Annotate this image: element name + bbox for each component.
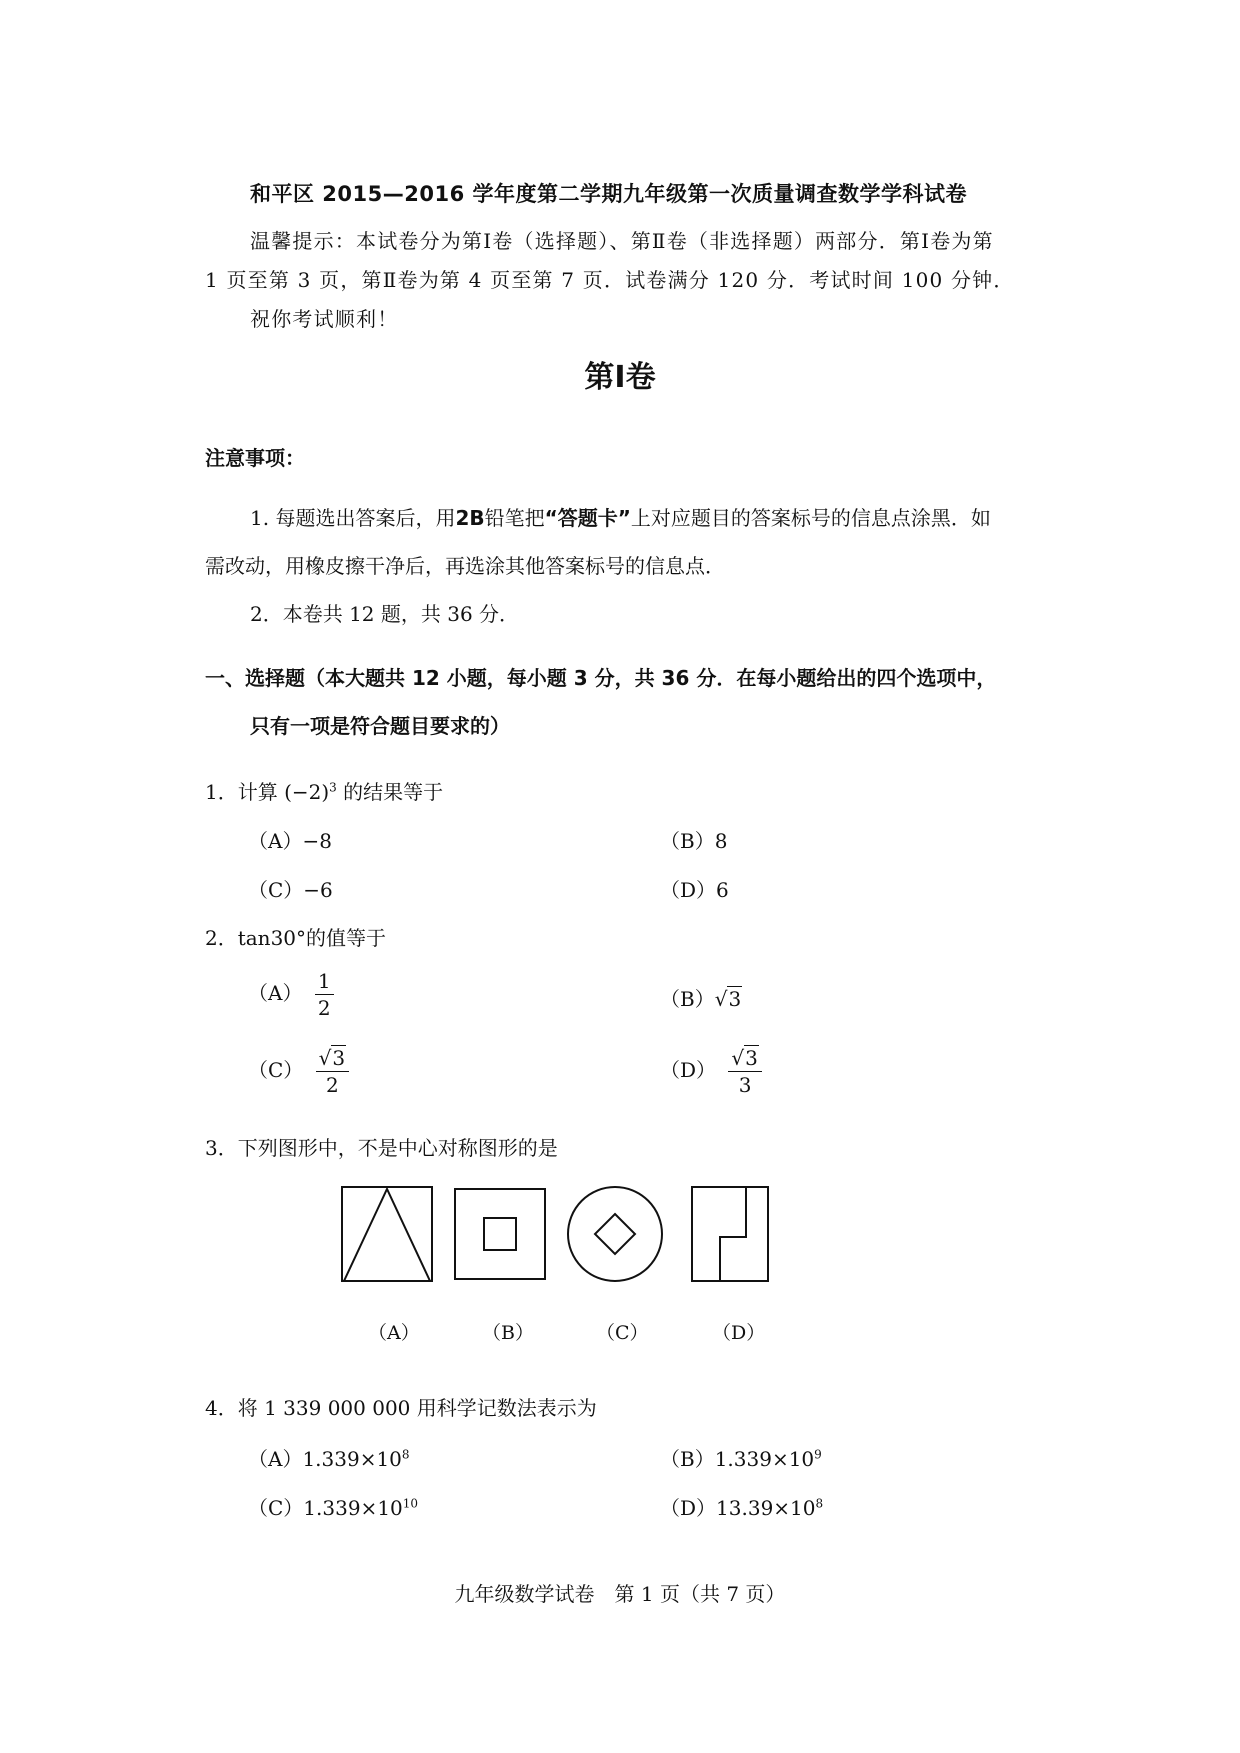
question-2-option-d-label: （D） (660, 1058, 717, 1082)
notice-item-1 (250, 502, 991, 531)
fraction (315, 968, 334, 1021)
question-2-option-b (660, 983, 742, 1012)
notice-item-1-b: 2B (455, 506, 485, 530)
question-4-option-d (660, 1492, 823, 1521)
question-1-option-c: （C）−6 (248, 878, 333, 902)
notice-item-1-e: 上对应题目的答案标号的信息点涂黑．如 (630, 506, 991, 530)
question-1-stem-a: 1．计算 (−2) (205, 780, 330, 804)
exponent: 10 (402, 1496, 419, 1511)
figure-b-nested-squares (455, 1189, 545, 1279)
question-2-option-b-label: （B） (660, 987, 715, 1011)
notice-item-1-c: 铅笔把 (484, 506, 545, 530)
part-heading-line-2: 只有一项是符合题目要求的） (250, 714, 510, 738)
fraction-numerator: 1 (315, 968, 334, 995)
fraction-denominator: 3 (738, 1073, 752, 1097)
fraction-denominator: 2 (326, 1073, 339, 1097)
question-3-stem: 3．下列图形中，不是中心对称图形的是 (205, 1136, 558, 1160)
figure-label-c: （C） (596, 1322, 649, 1344)
question-4-option-b-text: （B）1.339×10 (660, 1447, 815, 1471)
exam-title: 和平区 2015—2016 学年度第二学期九年级第一次质量调查数学学科试卷 (250, 182, 968, 206)
notice-item-1-line-2: 需改动，用橡皮擦干净后，再选涂其他答案标号的信息点． (205, 554, 725, 578)
question-4-option-a-text: （A）1.339×10 (248, 1447, 402, 1471)
question-1-option-d: （D）6 (660, 878, 729, 902)
radicand: 3 (745, 1046, 758, 1070)
fraction (728, 1045, 761, 1098)
figure-label-b: （B） (482, 1322, 534, 1344)
question-2-option-a (248, 968, 334, 1021)
fraction-denominator: 2 (317, 996, 331, 1020)
question-1-option-b: （B）8 (660, 829, 728, 853)
question-1-stem-b: 的结果等于 (336, 780, 444, 804)
page-footer: 九年级数学试卷 第 1 页（共 7 页） (454, 1582, 786, 1606)
question-4-option-a (248, 1443, 410, 1472)
radicand: 3 (728, 987, 742, 1011)
question-4-option-b (660, 1443, 822, 1472)
figure-a-square-with-triangle (342, 1187, 432, 1281)
question-2-option-a-label: （A） (248, 981, 303, 1005)
exponent: 9 (814, 1447, 822, 1462)
tip-line-2: 1 页至第 3 页，第Ⅱ卷为第 4 页至第 7 页．试卷满分 120 分．考试时间 100 分钟． (205, 268, 1015, 292)
radicand: 3 (332, 1046, 346, 1070)
notice-title: 注意事项： (205, 446, 305, 470)
fraction-numerator (728, 1045, 761, 1072)
fraction-numerator (316, 1045, 349, 1072)
question-4-option-d-text: （D）13.39×10 (660, 1496, 816, 1520)
question-1-exponent: 3 (329, 780, 337, 795)
question-2-option-d (660, 1045, 762, 1098)
question-2-stem: 2．tan30°的值等于 (205, 926, 387, 950)
figure-label-a: （A） (368, 1322, 420, 1344)
square-root: √3 (714, 987, 742, 1011)
figure-label-d: （D） (712, 1322, 766, 1344)
square-root: √3 (731, 1046, 758, 1070)
question-4-stem: 4．将 1 339 000 000 用科学记数法表示为 (205, 1396, 597, 1420)
tip-line-1: 温馨提示：本试卷分为第Ⅰ卷（选择题）、第Ⅱ卷（非选择题）两部分．第Ⅰ卷为第 (250, 229, 994, 253)
notice-item-2: 2．本卷共 12 题，共 36 分． (250, 602, 520, 626)
exponent: 8 (401, 1447, 410, 1462)
section-title: 第Ⅰ卷 (584, 360, 656, 395)
question-4-option-c (248, 1492, 418, 1521)
notice-item-1-d: “答题卡” (544, 506, 631, 530)
question-4-option-c-text: （C）1.339×10 (248, 1496, 403, 1520)
question-2-option-c (248, 1045, 349, 1098)
figure-c-circle-with-diamond (568, 1187, 662, 1281)
question-2-option-c-label: （C） (248, 1058, 304, 1082)
question-1-stem (205, 776, 443, 805)
tip-line-3: 祝你考试顺利！ (250, 307, 399, 331)
exponent: 8 (815, 1496, 824, 1511)
question-3-figures (340, 1185, 800, 1295)
figure-d-notched-rectangle (692, 1187, 768, 1281)
notice-item-1-a: 1. 每题选出答案后，用 (250, 506, 456, 530)
fraction (316, 1045, 349, 1098)
part-heading-line-1: 一、选择题（本大题共 12 小题，每小题 3 分，共 36 分．在每小题给出的四个选项中， (205, 666, 997, 690)
question-1-option-a: （A）−8 (248, 829, 332, 853)
square-root: √3 (318, 1046, 346, 1070)
